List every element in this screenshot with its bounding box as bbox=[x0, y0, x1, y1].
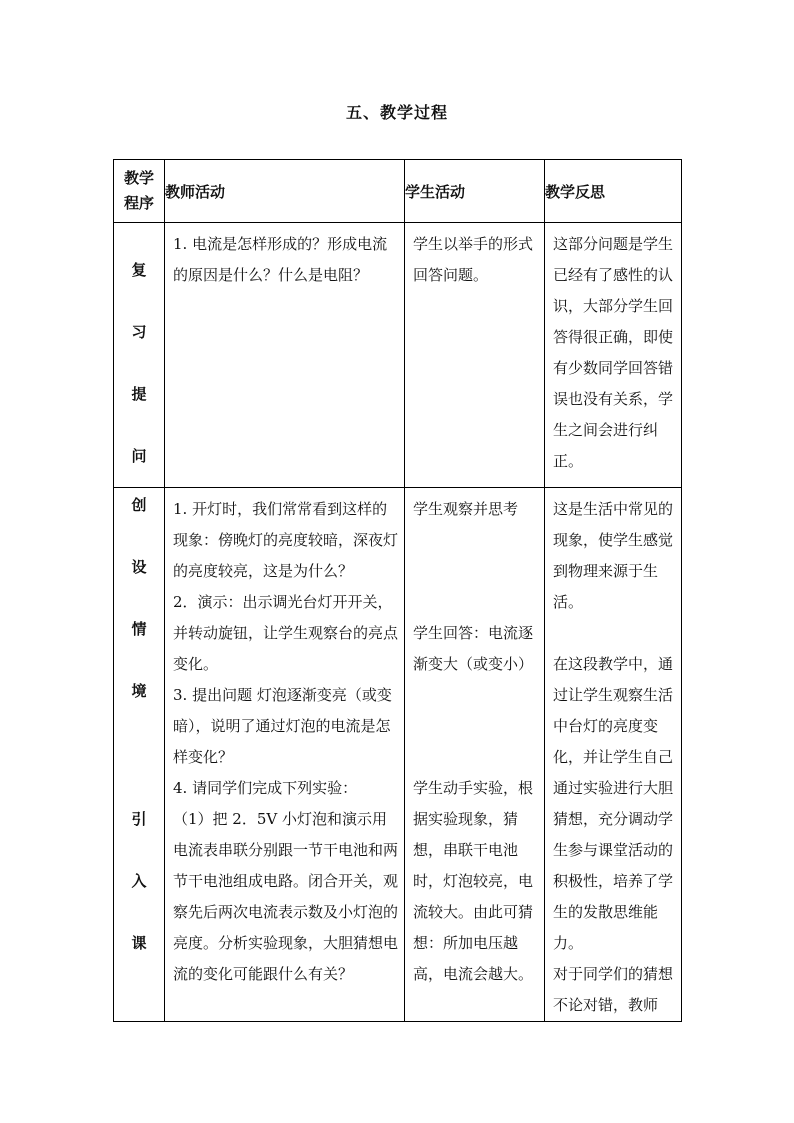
reflection-text: 在这段教学中，通过让学生观察生活中台灯的亮度变化，并让学生自己通过实验进行大胆猜想，充分调动学生参与课堂活动的积极性，培养了学生的发散思维能力。 bbox=[553, 655, 674, 952]
teacher-activity-text: （1）把 2．5V 小灯泡和演示用电流表串联分别跟一节干电池和两节干电池组成电路。闭合开关，观察先后两次电流表示数及小灯泡的亮度。分析实验现象，大胆猜想电流的变化可能跟什么有关？ bbox=[173, 810, 399, 983]
teacher-activity-text: 3. 提出问题 灯泡逐渐变亮（或变暗），说明了通过灯泡的电流是怎样变化？ bbox=[173, 686, 392, 766]
stage-char: 引 bbox=[131, 810, 147, 828]
header-stage-line1: 教学 bbox=[123, 169, 154, 187]
stage-char: 创 bbox=[131, 496, 147, 514]
header-stage-line2: 程序 bbox=[123, 194, 154, 212]
stage-char: 情 bbox=[131, 620, 147, 638]
reflection-cell bbox=[545, 223, 682, 488]
header-reflection: 教学反思 bbox=[545, 160, 682, 223]
student-activity-text: 学生回答：电流逐渐变大（或变小） bbox=[413, 624, 534, 673]
table-header-row bbox=[114, 160, 682, 223]
stage-char: 课 bbox=[131, 934, 147, 952]
stage-char: 设 bbox=[131, 558, 147, 576]
stage-cell bbox=[114, 223, 165, 488]
header-student-activity: 学生活动 bbox=[405, 160, 545, 223]
stage-char: 境 bbox=[131, 682, 147, 700]
table-row bbox=[114, 223, 682, 488]
reflection-text: 对于同学们的猜想不论对错，教师 bbox=[553, 965, 674, 1014]
stage-char: 复 bbox=[131, 261, 147, 279]
teacher-activity-text: 1. 开灯时，我们常常看到这样的现象：傍晚灯的亮度较暗，深夜灯的亮度较亮，这是为什么？ bbox=[173, 500, 399, 580]
reflection-text: 这部分问题是学生已经有了感性的认识，大部分学生回答得很正确，即使有少数同学回答错误也没有关系，学生之间会进行纠正。 bbox=[553, 235, 674, 470]
stage-char: 问 bbox=[131, 447, 147, 465]
section-title: 五、教学过程 bbox=[345, 103, 448, 122]
stage-char: 提 bbox=[131, 385, 147, 403]
stage-char: 习 bbox=[131, 323, 147, 341]
teacher-activity-cell bbox=[165, 488, 405, 1022]
teacher-activity-cell bbox=[165, 223, 405, 488]
header-teacher-activity: 教师活动 bbox=[165, 160, 405, 223]
student-activity-text: 学生观察并思考 bbox=[413, 500, 519, 518]
stage-cell bbox=[114, 488, 165, 1022]
student-activity-text: 学生以举手的形式回答问题。 bbox=[413, 235, 534, 284]
teacher-activity-text: 4. 请同学们完成下列实验： bbox=[173, 779, 358, 797]
reflection-cell bbox=[545, 488, 682, 1022]
student-activity-text: 学生动手实验，根据实验现象，猜想，串联干电池时，灯泡较亮，电流较大。由此可猜想：所加电压越高，电流会越大。 bbox=[413, 779, 534, 983]
teacher-activity-text: 2．演示：出示调光台灯开开关，并转动旋钮，让学生观察台的亮点变化。 bbox=[173, 593, 399, 673]
header-stage bbox=[114, 160, 165, 223]
stage-char: 入 bbox=[131, 872, 147, 890]
reflection-text: 这是生活中常见的现象，使学生感觉到物理来源于生活。 bbox=[553, 500, 674, 611]
teaching-process-table bbox=[113, 159, 682, 1022]
student-activity-cell bbox=[405, 223, 545, 488]
student-activity-cell bbox=[405, 488, 545, 1022]
table-row bbox=[114, 488, 682, 1022]
teacher-activity-text: 1. 电流是怎样形成的？形成电流的原因是什么？什么是电阻？ bbox=[173, 235, 388, 284]
